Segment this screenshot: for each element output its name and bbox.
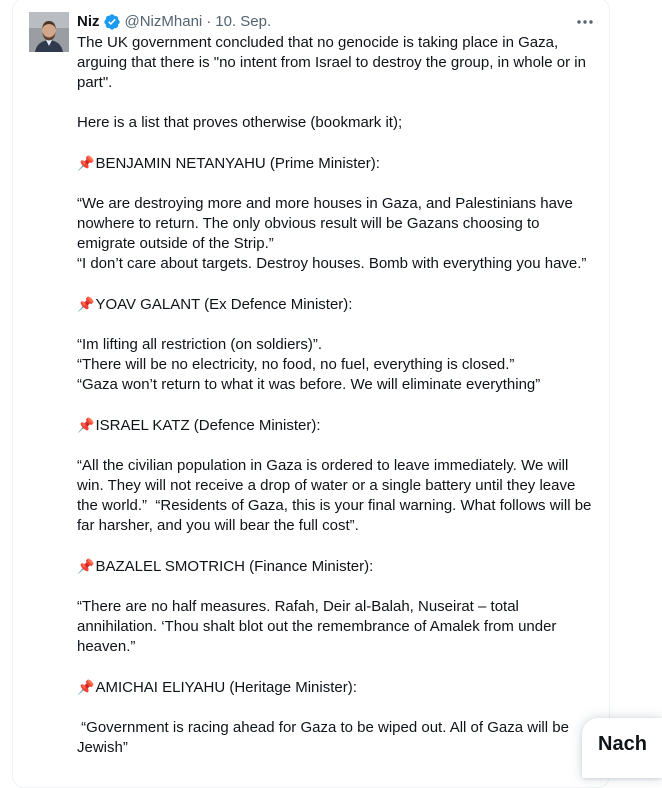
- tweet-line: “Im lifting all restriction (on soldiers)”.: [77, 336, 323, 353]
- avatar[interactable]: [29, 12, 69, 52]
- tweet-date[interactable]: 10. Sep.: [215, 13, 272, 30]
- pushpin-icon: 📌: [77, 155, 95, 171]
- tweet-line: “We are destroying more and more houses in Gaza, and Palestinians have nowhere to return. The only obvious result will be Gazans choosing to emigrate outside of the Strip.”: [77, 195, 577, 252]
- pushpin-icon: 📌: [77, 558, 95, 574]
- pushpin-icon: 📌: [77, 679, 95, 695]
- tweet-line: Here is a list that proves otherwise (bookmark it);: [77, 114, 403, 131]
- tweet-line: “Gaza won’t return to what it was before. We will eliminate everything”: [77, 376, 541, 393]
- pushpin-icon: 📌: [77, 417, 95, 433]
- tweet-line: “All the civilian population in Gaza is ordered to leave immediately. We will win. They will not receive a drop of water or a single battery until they leave the world.” “Residents of Gaza, this is your final warning. What follows will be far harsher, and you will bear the full cost”.: [77, 457, 596, 534]
- section-heading-netanyahu: 📌BENJAMIN NETANYAHU (Prime Minister):: [77, 155, 380, 172]
- pushpin-icon: 📌: [77, 296, 95, 312]
- more-options-button[interactable]: [574, 12, 596, 32]
- section-heading-smotrich: 📌BAZALEL SMOTRICH (Finance Minister):: [77, 558, 374, 575]
- separator-dot: ·: [206, 13, 212, 30]
- section-heading-eliyahu: 📌AMICHAI ELIYAHU (Heritage Minister):: [77, 679, 357, 696]
- messages-drawer-label[interactable]: Nach: [598, 733, 647, 755]
- more-horizontal-icon: [577, 20, 593, 24]
- tweet-line: “There will be no electricity, no food, no fuel, everything is closed.”: [77, 356, 515, 373]
- tweet-header: [77, 12, 271, 32]
- section-heading-galant: 📌YOAV GALANT (Ex Defence Minister):: [77, 296, 353, 313]
- tweet-line: “There are no half measures. Rafah, Deir al-Balah, Nuseirat – total annihilation. ‘Thou shalt blot out the remembrance of Amalek from under heaven.”: [77, 598, 561, 655]
- author-handle[interactable]: @NizMhani: [124, 13, 203, 30]
- avatar-photo: [29, 12, 69, 52]
- verified-badge-icon: [103, 13, 121, 31]
- tweet-line: “Government is racing ahead for Gaza to be wiped out. All of Gaza will be Jewish”: [77, 719, 574, 756]
- tweet-text: [77, 33, 597, 758]
- tweet-line: “I don’t care about targets. Destroy houses. Bomb with everything you have.”: [77, 255, 587, 272]
- section-heading-katz: 📌ISRAEL KATZ (Defence Minister):: [77, 417, 321, 434]
- tweet-line: The UK government concluded that no genocide is taking place in Gaza, arguing that there is "no intent from Israel to destroy the group, in whole or in part".: [77, 34, 591, 91]
- messages-drawer[interactable]: [582, 718, 662, 778]
- author-name[interactable]: Niz: [77, 13, 100, 30]
